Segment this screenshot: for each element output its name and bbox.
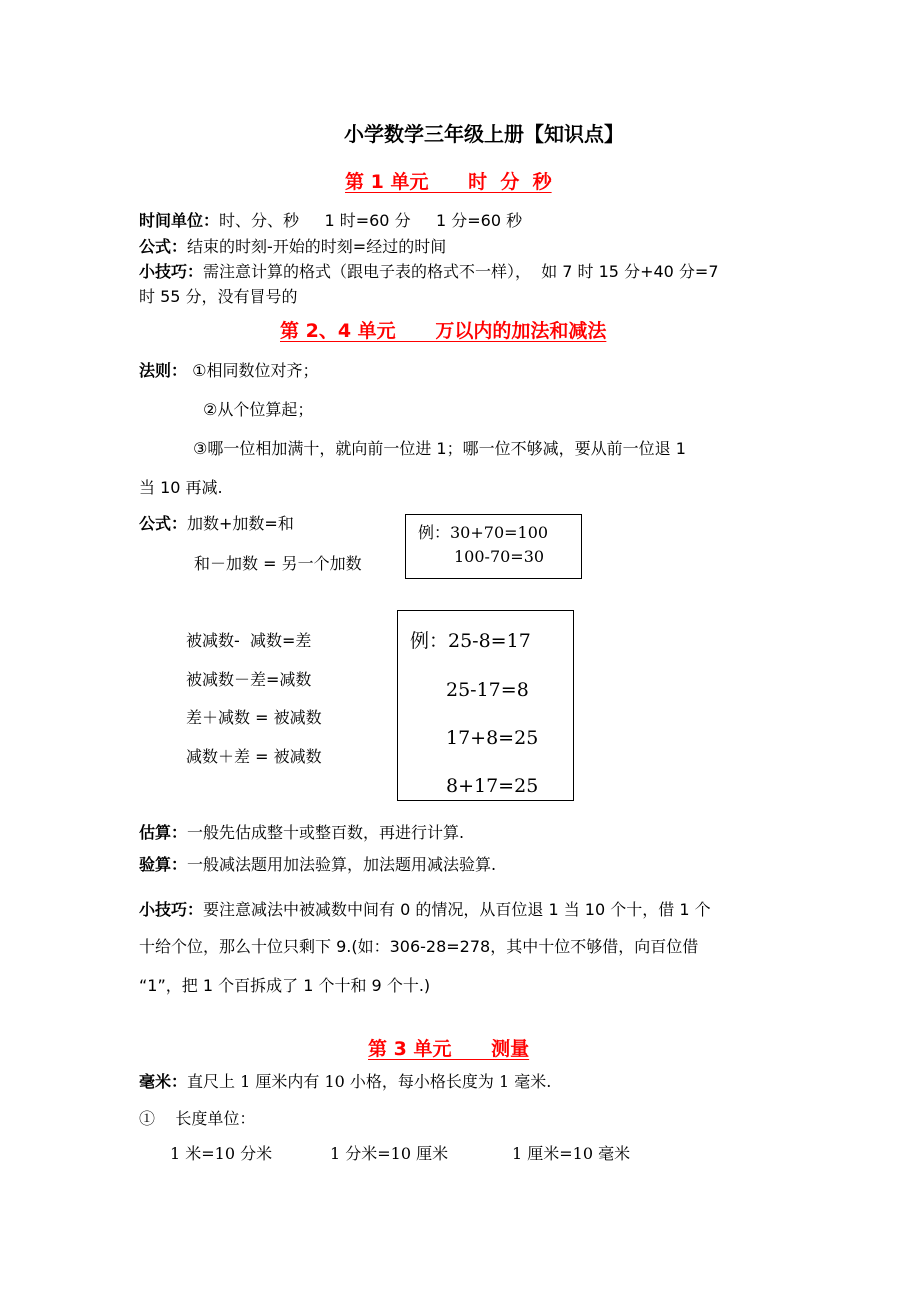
text: 一般减法题用加法验算，加法题用减法验算. xyxy=(187,855,497,874)
rule-line-3: ③哪一位相加满十，就向前一位进 1；哪一位不够减，要从前一位退 1 xyxy=(193,439,686,458)
text: 结束的时刻-开始的时刻=经过的时间 xyxy=(187,237,447,256)
example-line: 8+17=25 xyxy=(446,775,539,797)
conversion: 1 厘米=10 毫米 xyxy=(512,1144,631,1163)
formula-sub: 和－加数 = 另一个加数 xyxy=(194,554,362,573)
formula-add xyxy=(139,514,294,534)
text: 直尺上 1 厘米内有 10 小格，每小格长度为 1 毫米. xyxy=(187,1072,552,1091)
example-line: 100-70=30 xyxy=(454,547,545,566)
rule-line-1 xyxy=(139,361,318,381)
text: 时、分、秒 1 时=60 分 1 分=60 秒 xyxy=(219,211,523,230)
unit24-heading: 第 2、4 单元 万以内的加法和减法 xyxy=(280,320,607,342)
sub-formula: 差＋减数 = 被减数 xyxy=(186,708,322,727)
page-title: 小学数学三年级上册【知识点】 xyxy=(344,122,624,146)
check-line xyxy=(139,855,496,875)
tip2-line-1 xyxy=(139,900,711,920)
text: 一般先估成整十或整百数，再进行计算. xyxy=(187,823,465,842)
text: 加数+加数=和 xyxy=(187,514,294,533)
estimate-line xyxy=(139,823,464,843)
text: 需注意计算的格式（跟电子表的格式不一样）， 如 7 时 15 分+40 分=7 xyxy=(203,262,719,281)
label: 小技巧： xyxy=(139,900,204,919)
label: 公式： xyxy=(139,514,188,533)
label: 公式： xyxy=(139,237,188,256)
text: ①相同数位对齐； xyxy=(192,361,319,380)
unit1-heading: 第 1 单元 时 分 秒 xyxy=(345,171,552,193)
tip2-line-3: “1”，把 1 个百拆成了 1 个十和 9 个十.) xyxy=(139,976,431,995)
conversion: 1 米=10 分米 xyxy=(170,1144,273,1163)
example-box-1 xyxy=(405,514,582,579)
unit3-heading: 第 3 单元 测量 xyxy=(368,1038,530,1060)
example-line: 例：25-8=17 xyxy=(410,630,531,652)
label: 小技巧： xyxy=(139,262,204,281)
conversion: 1 分米=10 厘米 xyxy=(330,1144,449,1163)
example-line: 17+8=25 xyxy=(446,727,539,749)
rule-line-2: ②从个位算起； xyxy=(203,400,314,419)
tip-line xyxy=(139,262,719,282)
sub-formula: 被减数－差=减数 xyxy=(186,670,312,689)
rule-line-3b: 当 10 再减. xyxy=(139,478,223,497)
label: 毫米： xyxy=(139,1072,188,1091)
formula-line xyxy=(139,237,446,257)
example-line: 例：30+70=100 xyxy=(418,523,549,542)
sub-formula: 被减数- 减数=差 xyxy=(186,631,312,650)
tip-line-cont: 时 55 分，没有冒号的 xyxy=(139,287,298,306)
label: 时间单位： xyxy=(139,211,220,230)
example-box-2 xyxy=(397,610,574,801)
text: 要注意减法中被减数中间有 0 的情况，从百位退 1 当 10 个十，借 1 个 xyxy=(203,900,711,919)
example-line: 25-17=8 xyxy=(446,679,529,701)
label: 估算： xyxy=(139,823,188,842)
tip2-line-2: 十给个位，那么十位只剩下 9.(如：306-28=278，其中十位不够借，向百位借 xyxy=(139,937,699,956)
mm-line xyxy=(139,1072,551,1092)
time-units-line xyxy=(139,211,522,231)
label: 法则： xyxy=(139,361,188,380)
label: 验算： xyxy=(139,855,188,874)
sub-formula: 减数＋差 = 被减数 xyxy=(186,747,322,766)
length-units-label: ① 长度单位： xyxy=(139,1109,256,1128)
